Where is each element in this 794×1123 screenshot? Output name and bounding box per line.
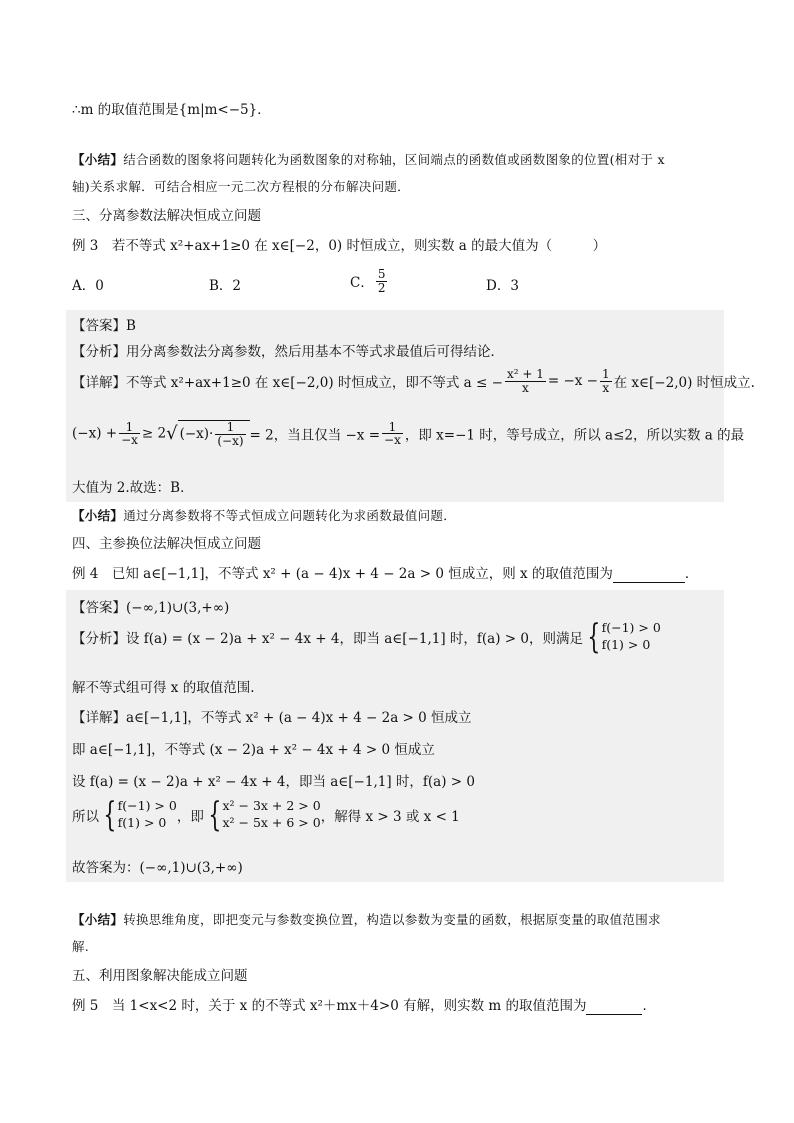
question-text: ． <box>642 998 656 1014</box>
system-row: f(−1) > 0 <box>601 620 661 636</box>
system-row: x² − 3x + 2 > 0 <box>222 798 321 814</box>
section-4-title: 四、主参换位法解决恒成立问题 <box>72 536 261 552</box>
example-4-analysis-line-2: 解不等式组可得 x 的取值范围. <box>72 680 255 696</box>
detail-label: 【详解】 <box>72 710 126 726</box>
fraction-numerator: 1 <box>382 421 403 435</box>
example-5-question <box>72 994 656 1015</box>
fraction-denominator: −x <box>384 433 401 448</box>
example-3-solution-box <box>66 310 724 502</box>
example-3-question: 例 3 若不等式 x²+ax+1≥0 在 x∈[−2，0) 时恒成立，则实数 a 的最大值为（ ） <box>72 238 607 254</box>
question-text: ． <box>684 566 699 582</box>
example-4-question <box>72 562 698 583</box>
example-4-detail-line-3: 设 f(a) = (x − 2)a + x² − 4x + 4，即当 a∈[−1,1] 时，f(a) > 0 <box>72 774 475 790</box>
detail-label: 【详解】 <box>72 375 126 392</box>
detail-text: ，即 <box>176 809 204 825</box>
analysis-label: 【分析】 <box>72 631 126 647</box>
question-text: 例 4 已知 a∈[−1,1]，不等式 x² + (a − 4)x + 4 − 2a > 0 恒成立，则 x 的取值范围为 <box>72 566 613 582</box>
summary-text: 结合函数的图象将问题转化为函数图象的对称轴，区间端点的函数值或函数图象的位置(相对于 x <box>123 152 665 167</box>
option-c <box>350 268 389 294</box>
example-4-detail-line-5: 故答案为：(−∞,1)∪(3,+∞) <box>72 860 243 876</box>
detail-text: 在 x∈[−2,0) 时恒成立. <box>613 375 755 392</box>
equation-system <box>602 620 661 654</box>
answer-value: B <box>126 318 136 334</box>
sqrt-sign: √ <box>166 423 178 445</box>
sqrt-content <box>178 420 250 447</box>
section-5-title: 五、利用图象解决能成立问题 <box>72 968 248 984</box>
option-c-label: C． <box>350 275 374 292</box>
summary-1-line-1 <box>72 150 665 168</box>
analysis-label: 【分析】 <box>72 344 126 360</box>
fraction-denominator: x <box>602 380 610 395</box>
summary-1-line-2: 轴)关系求解．可结合相应一元二次方程根的分布解决问题． <box>72 179 410 194</box>
analysis-text: 设 f(a) = (x − 2)a + x² − 4x + 4，即当 a∈[−1,1] 时，f(a) > 0，则满足 <box>126 631 583 647</box>
summary-text: 转换思维角度，即把变元与参数变换位置，构造以参数为变量的函数，根据原变量的取值范围求 <box>123 912 661 927</box>
equation-system <box>118 798 177 832</box>
answer-label: 【答案】 <box>72 600 126 616</box>
system-row: f(1) > 0 <box>601 637 651 652</box>
detail-text: ≥ 2 <box>141 425 167 442</box>
fraction-numerator: x² + 1 <box>506 367 544 381</box>
example-4-analysis <box>72 617 661 657</box>
section-3-title: 三、分离参数法解决恒成立问题 <box>72 208 261 224</box>
detail-text: a∈[−1,1]，不等式 x² + (a − 4)x + 4 − 2a > 0 恒成立 <box>126 710 472 726</box>
option-c-denominator: 2 <box>377 280 386 295</box>
summary-2 <box>72 506 456 524</box>
fraction-denominator: x <box>522 380 529 395</box>
brace-symbol: { <box>208 795 222 835</box>
question-text: 例 5 当 1<x<2 时，关于 x 的不等式 x²＋mx＋4>0 有解，则实数 m 的取值范围为 <box>72 998 587 1014</box>
system-row: f(1) > 0 <box>117 815 167 830</box>
system-row: x² − 5x + 6 > 0 <box>222 815 321 830</box>
detail-text: 不等式 x²+ax+1≥0 在 x∈[−2,0) 时恒成立，即不等式 a ≤ − <box>126 375 503 392</box>
option-d: D．3 <box>486 278 519 294</box>
example-3-answer <box>72 314 136 334</box>
summary-label: 【小结】 <box>72 912 124 927</box>
summary-label: 【小结】 <box>72 508 124 523</box>
detail-text: ，即 x=−1 时，等号成立，所以 a≤2，所以实数 a 的最 <box>404 427 745 444</box>
fraction-denominator: (−x) <box>217 433 244 448</box>
detail-text: = −x − <box>547 373 598 390</box>
answer-label: 【答案】 <box>72 318 126 334</box>
detail-text: = 2，当且仅当 −x = <box>249 427 381 444</box>
example-4-detail-line-1 <box>72 706 472 726</box>
answer-value: (−∞,1)∪(3,+∞) <box>126 600 230 616</box>
brace-symbol: { <box>587 617 601 657</box>
option-c-numerator: 5 <box>377 267 386 281</box>
answer-blank <box>586 998 642 1015</box>
detail-text: (−x) + <box>72 425 118 442</box>
summary-3-line-1 <box>72 910 661 928</box>
example-4-answer <box>72 596 229 616</box>
brace-symbol: { <box>103 795 117 835</box>
example-3-detail-line-2 <box>72 420 744 447</box>
equation-system <box>222 798 320 832</box>
fraction-denominator: −x <box>121 433 138 448</box>
example-3-analysis <box>72 340 504 360</box>
system-row: f(−1) > 0 <box>117 798 177 814</box>
detail-text: ，解得 x > 3 或 x < 1 <box>320 809 460 825</box>
fraction-numerator: 1 <box>119 421 140 435</box>
detail-text: (−x)· <box>179 426 214 443</box>
fraction-numerator: 1 <box>601 367 610 381</box>
m-range-conclusion: ∴m 的取值范围是{m|m<−5}． <box>72 102 271 118</box>
example-3-detail-line-1 <box>72 368 755 394</box>
analysis-text: 用分离参数法分离参数，然后用基本不等式求最值后可得结论． <box>126 344 504 360</box>
example-4-detail-line-2: 即 a∈[−1,1]，不等式 (x − 2)a + x² − 4x + 4 > 0 恒成立 <box>72 742 435 758</box>
fraction-numerator: 1 <box>215 421 245 435</box>
summary-3-line-2: 解. <box>72 939 90 954</box>
answer-blank <box>613 566 685 583</box>
option-a: A．0 <box>72 278 104 294</box>
example-4-detail-line-4 <box>72 795 460 835</box>
summary-text: 通过分离参数将不等式恒成立问题转化为求函数最值问题． <box>123 508 457 523</box>
example-3-detail-line-3: 大值为 2.故选：B． <box>72 480 194 496</box>
summary-label: 【小结】 <box>72 152 124 167</box>
detail-text: 所以 <box>72 809 99 825</box>
option-b: B．2 <box>209 278 242 294</box>
